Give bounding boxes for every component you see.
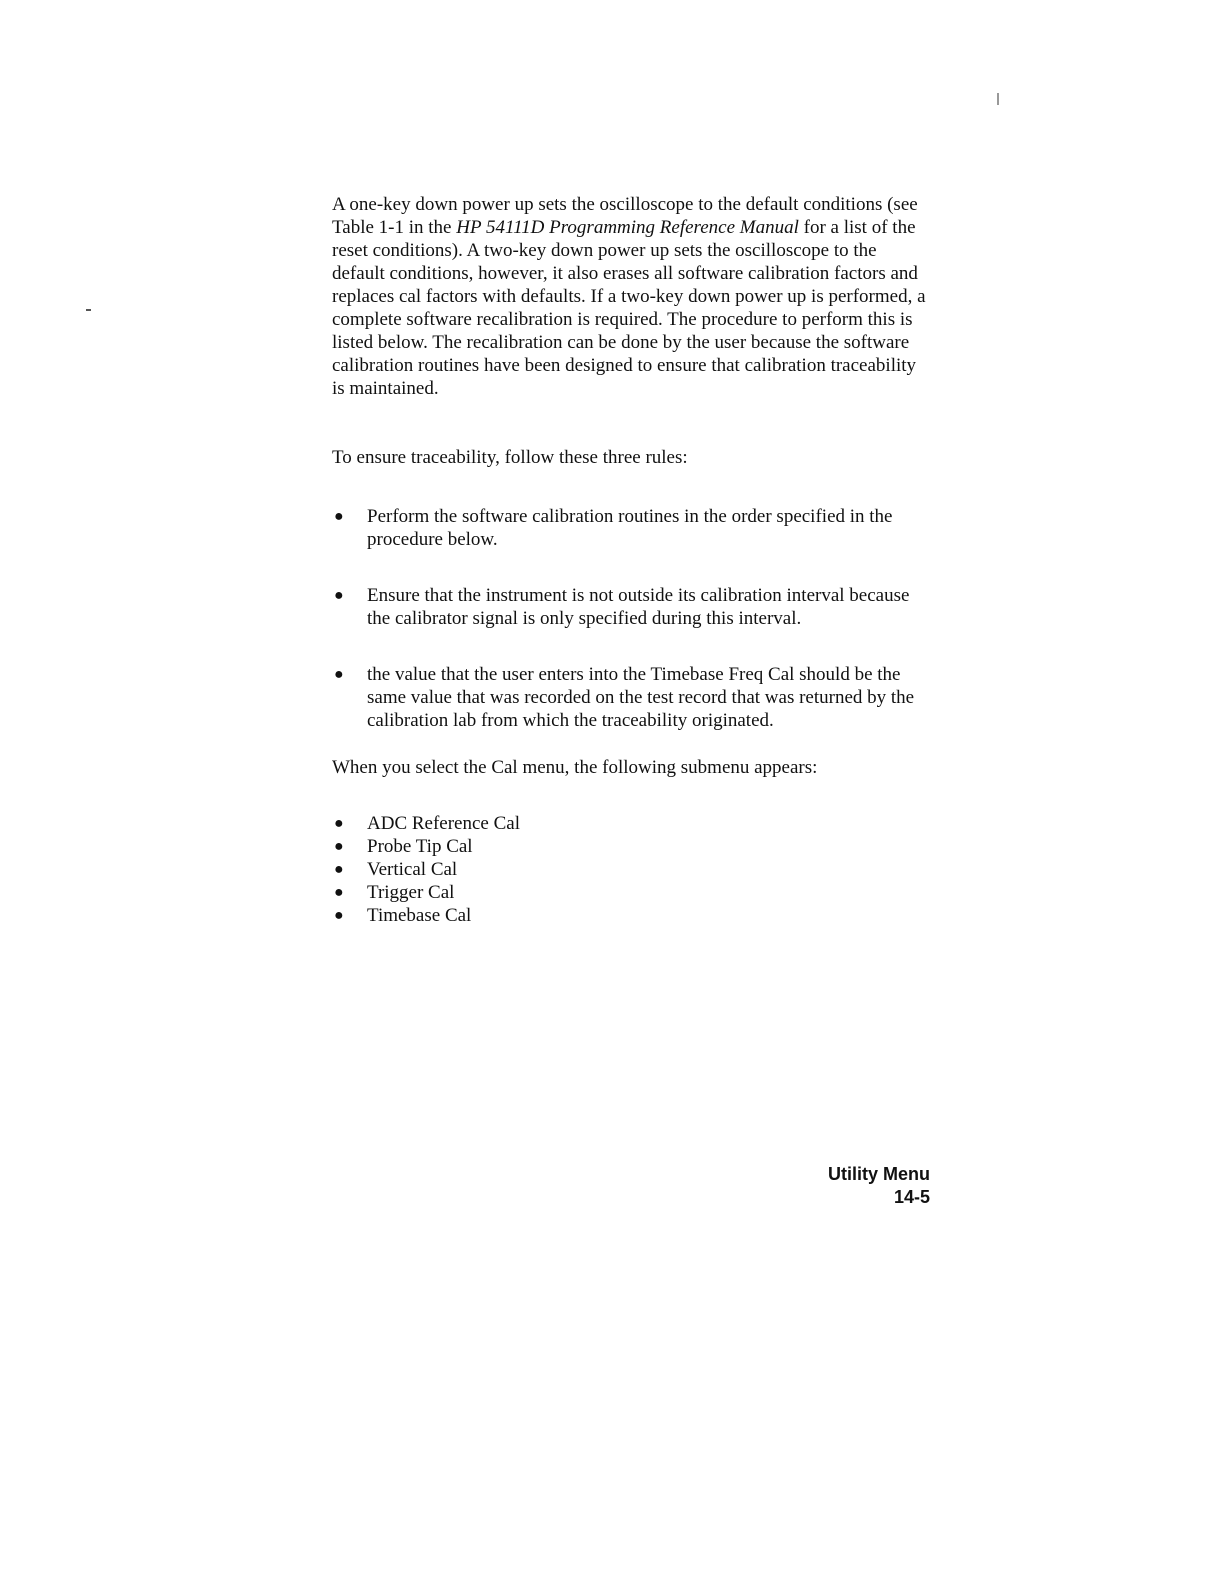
submenu-item [332, 904, 932, 927]
intro-text-before-ref: A one-key down power up sets the oscilloscope to the default conditions (see Table 1-1 in the [332, 194, 918, 238]
cal-submenu-list [332, 812, 932, 927]
submenu-item-label: Probe Tip Cal [367, 836, 473, 857]
submenu-item-label: Timebase Cal [367, 905, 472, 926]
page-footer [828, 1163, 930, 1209]
submenu-item-label: ADC Reference Cal [367, 813, 520, 834]
bullet-icon: ● [334, 861, 344, 878]
footer-page-number: 14-5 [893, 1187, 930, 1207]
traceability-rules-list [332, 505, 932, 732]
bullet-icon: ● [334, 815, 344, 832]
submenu-item-label: Trigger Cal [367, 882, 455, 903]
bullet-icon: ● [334, 884, 344, 901]
bullet-icon: ● [334, 587, 344, 604]
bullet-icon: ● [334, 666, 344, 683]
bullet-icon: ● [334, 508, 344, 525]
footer-section-title: Utility Menu [828, 1164, 930, 1184]
submenu-item [332, 881, 932, 904]
rule-item [332, 505, 932, 551]
cal-menu-lead-in: When you select the Cal menu, the following submenu appears: [332, 757, 818, 778]
manual-title-reference: HP 54111D Programming Reference Manual [456, 217, 799, 238]
intro-paragraph [332, 193, 932, 400]
submenu-item [332, 812, 932, 835]
rule-item [332, 663, 932, 732]
submenu-item-label: Vertical Cal [367, 859, 458, 880]
page-body [332, 193, 932, 927]
intro-text-after-ref: for a list of the reset conditions). A two-key down power up sets the oscilloscope to the default conditions, however, it also erases all software calibration factors and replaces cal factors with defaults. If a two-key down power up is performed, a complete software recalibration is required. The procedure to perform this is listed below. The recalibration can be done by the user because the software calibration routines have been designed to ensure that calibration traceability is maintained. [332, 217, 926, 399]
bullet-icon: ● [334, 838, 344, 855]
bullet-icon: ● [334, 907, 344, 924]
submenu-item [332, 835, 932, 858]
rule-item [332, 584, 932, 630]
scan-speck-mark [86, 309, 91, 311]
rule-text: the value that the user enters into the Timebase Freq Cal should be the same value that was recorded on the test record that was returned by the calibration lab from which the traceability originated. [367, 664, 915, 731]
rule-text: Perform the software calibration routines in the order specified in the procedure below. [367, 506, 893, 550]
submenu-item [332, 858, 932, 881]
rule-text: Ensure that the instrument is not outside its calibration interval because the calibrator signal is only specified during this interval. [367, 585, 910, 629]
rules-lead-in: To ensure traceability, follow these three rules: [332, 447, 688, 468]
scan-speck-mark [997, 93, 999, 105]
